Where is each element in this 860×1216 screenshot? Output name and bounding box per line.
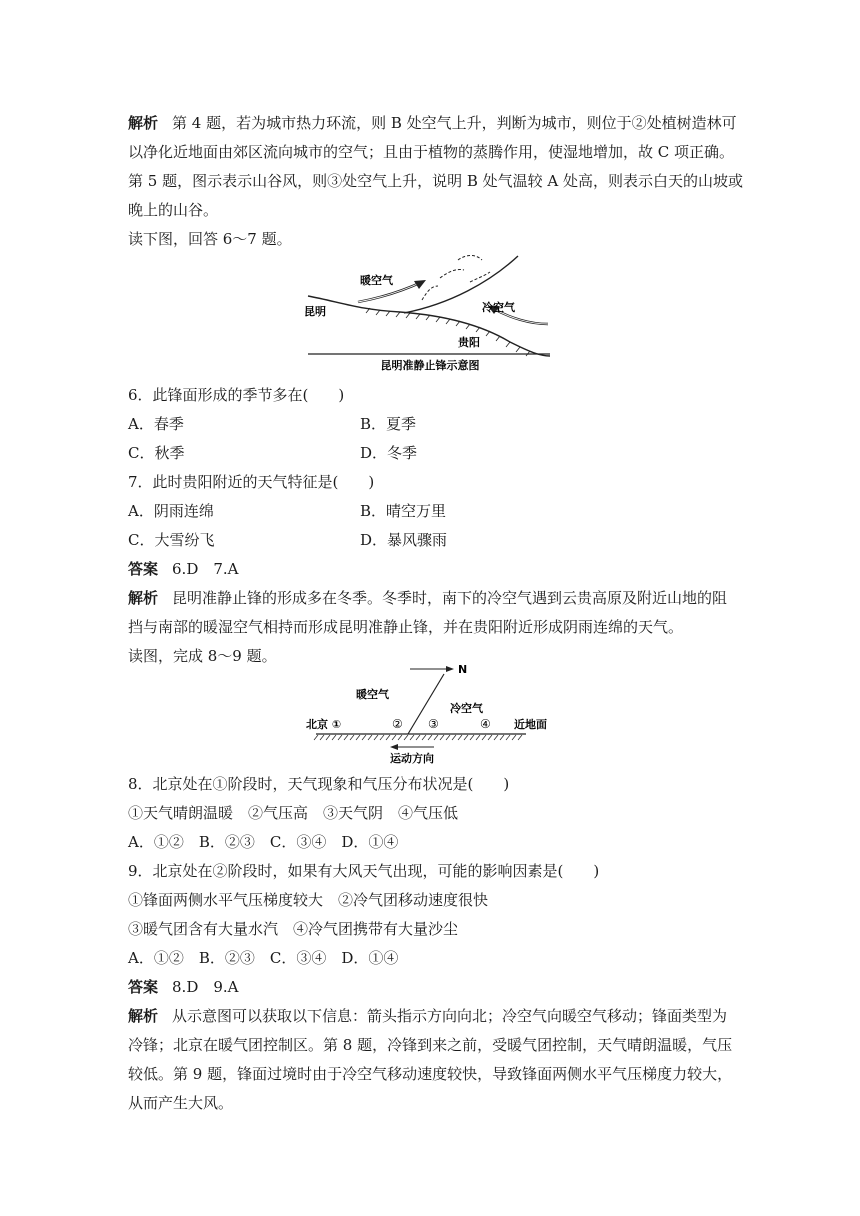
analysis-text: 以净化近地面由郊区流向城市的空气；且由于植物的蒸腾作用，使湿地增加，故 C 项正确。 xyxy=(128,143,735,161)
cold-air-label: 冷空气 xyxy=(482,301,515,314)
answer-line-2 xyxy=(128,976,738,998)
guiyang-label: 贵阳 xyxy=(458,336,480,349)
answer-text: 6.D 7.A xyxy=(172,560,239,578)
option-c: C．秋季 xyxy=(128,444,185,462)
answer-label: 答案 xyxy=(128,978,159,996)
analysis-paragraph-1 xyxy=(128,112,738,134)
analysis-text: 冷锋；北京在暖气团控制区。第 8 题，冷锋到来之前，受暖气团控制，天气晴朗温暖，气压 xyxy=(128,1036,733,1054)
analysis-text: 昆明准静止锋的形成多在冬季。冬季时，南下的冷空气遇到云贵高原及附近山地的阻 xyxy=(172,589,728,607)
analysis-text: 从而产生大风。 xyxy=(128,1094,234,1112)
answer-label: 答案 xyxy=(128,560,159,578)
warm-air-label: 暖空气 xyxy=(356,688,389,701)
cloud-marks xyxy=(422,256,490,301)
analysis-paragraph-2 xyxy=(128,587,738,609)
beijing-stage-1: 北京 ① xyxy=(306,718,342,731)
motion-arrowhead xyxy=(390,744,398,750)
warm-air-label: 暖空气 xyxy=(360,274,393,287)
kunming-front-figure xyxy=(300,252,560,374)
question-6-stem: 6．此锋面形成的季节多在( ) xyxy=(128,386,345,404)
north-arrowhead xyxy=(446,666,454,672)
option-a: A．春季 xyxy=(128,415,184,433)
question-8-items: ①天气晴朗温暖 ②气压高 ③天气阴 ④气压低 xyxy=(128,804,459,822)
analysis-label: 解析 xyxy=(128,589,159,607)
stage-4: ④ xyxy=(480,717,491,731)
motion-direction-label: 运动方向 xyxy=(390,752,434,765)
question-intro: 读图，完成 8～9 题。 xyxy=(128,647,277,665)
analysis-label: 解析 xyxy=(128,114,159,132)
cold-air-label: 冷空气 xyxy=(450,702,483,715)
analysis-text: 从示意图可以获取以下信息：箭头指示方向向北；冷空气向暖空气移动；锋面类型为 xyxy=(172,1007,728,1025)
question-9-stem: 9．北京处在②阶段时，如果有大风天气出现，可能的影响因素是( ) xyxy=(128,862,600,880)
cold-front-figure xyxy=(300,660,547,770)
analysis-paragraph-3 xyxy=(128,1005,738,1027)
analysis-label: 解析 xyxy=(128,1007,159,1025)
stage-2: ② xyxy=(392,717,403,731)
option-c: C．大雪纷飞 xyxy=(128,531,215,549)
question-8-stem: 8．北京处在①阶段时，天气现象和气压分布状况是( ) xyxy=(128,775,510,793)
option-b: B．晴空万里 xyxy=(360,502,447,520)
surface-label: 近地面 xyxy=(514,718,547,731)
ground-hatching xyxy=(314,735,522,740)
answer-text: 8.D 9.A xyxy=(172,978,239,996)
question-8-options: A．①② B．②③ C．③④ D．①④ xyxy=(128,833,399,851)
kunming-label: 昆明 xyxy=(304,305,326,318)
answer-line-1 xyxy=(128,558,738,580)
question-intro: 读下图，回答 6～7 题。 xyxy=(128,230,292,248)
analysis-text: 第 5 题，图示表示山谷风，则③处空气上升，说明 B 处气温较 A 处高，则表示白天的山坡或 xyxy=(128,172,744,190)
option-a: A．阴雨连绵 xyxy=(128,502,214,520)
question-9-items-1: ①锋面两侧水平气压梯度较大 ②冷气团移动速度很快 xyxy=(128,891,489,909)
figure-caption: 昆明准静止锋示意图 xyxy=(380,359,480,372)
analysis-text: 第 4 题，若为城市热力环流，则 B 处空气上升，判断为城市，则位于②处植树造林可 xyxy=(172,114,737,132)
stage-3: ③ xyxy=(428,717,439,731)
analysis-text: 较低。第 9 题，锋面过境时由于冷空气移动速度较快，导致锋面两侧水平气压梯度力较大， xyxy=(128,1065,733,1083)
option-b: B．夏季 xyxy=(360,415,417,433)
north-label: N xyxy=(458,663,468,676)
question-9-items-2: ③暖气团含有大量水汽 ④冷气团携带有大量沙尘 xyxy=(128,920,459,938)
analysis-text: 挡与南部的暖湿空气相持而形成昆明准静止锋，并在贵阳附近形成阴雨连绵的天气。 xyxy=(128,618,684,636)
option-d: D．暴风骤雨 xyxy=(360,531,448,549)
analysis-text: 晚上的山谷。 xyxy=(128,201,219,219)
question-9-options: A．①② B．②③ C．③④ D．①④ xyxy=(128,949,399,967)
question-7-stem: 7．此时贵阳附近的天气特征是( ) xyxy=(128,473,375,491)
option-d: D．冬季 xyxy=(360,444,418,462)
